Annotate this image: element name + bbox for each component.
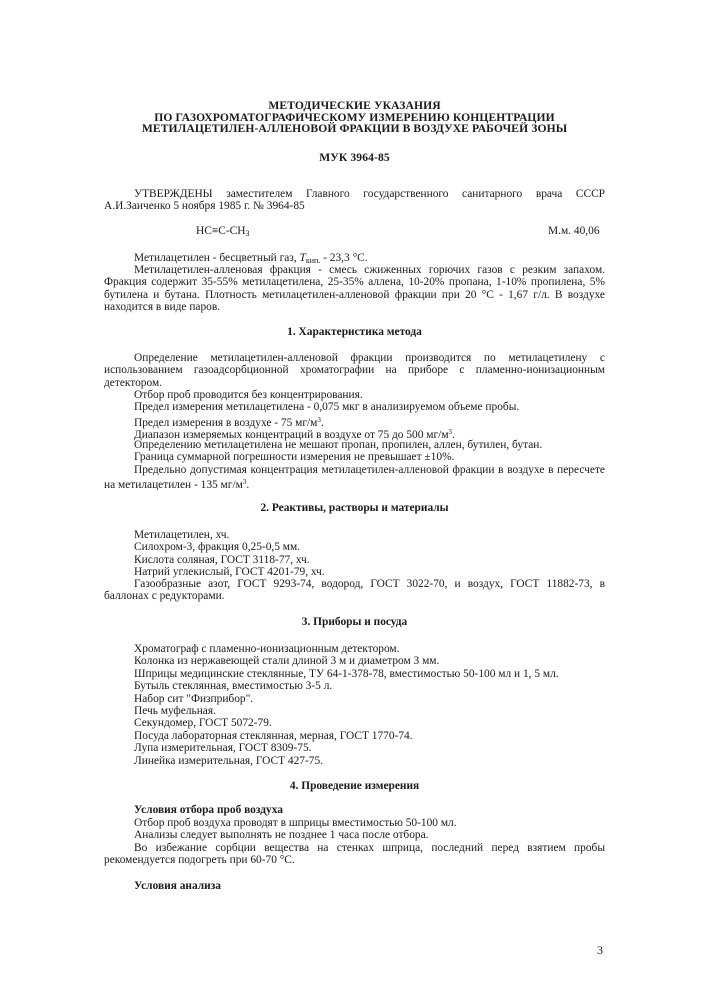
equipment-item-4: Бутыль стеклянная, вместимостью 3-5 л. [134,680,333,692]
section-3-heading: 3. Приборы и посуда [301,616,408,628]
equipment-item-8: Посуда лабораторная стеклянная, мерная, ГОСТ 1770-74. [134,730,413,742]
section-1-heading: 1. Характеристика метода [287,326,422,338]
equipment-item-5: Набор сит "Физприбор". [134,693,254,705]
method-line-1: Отбор проб проводится без концентрирования. [134,389,363,401]
reagent-item-4: Натрий углекислый, ГОСТ 4201-79, хч. [134,566,325,578]
mac-paragraph: Предельно допустимая концентрация метилацетилен-алленовой фракции в воздухе в пересчете на метилацетилен - 135 $мг/м^3$. [104,464,605,492]
method-line-5: Определению метилацетилена не мешают пропан, пропилен, аллен, бутилен, бутан. [134,439,543,451]
method-line-3: Предел измерения в воздухе - 75 $мг/м^3$. [134,416,324,429]
sampling-conditions-heading: Условия отбора проб воздуха [134,804,283,816]
equipment-item-7: Секундомер, ГОСТ 5072-79. [134,717,272,729]
reagent-gases: Газообразные азот, ГОСТ 9293-74, водород, ГОСТ 3022-70, и воздух, ГОСТ 11882-73, в баллонах с редукторами. [104,578,605,603]
section-2-heading: 2. Реактивы, растворы и материалы [260,502,449,514]
approval-paragraph: УТВЕРЖДЕНЫ заместителем Главного государственного санитарного врача СССР А.И.Заиченко 5 ноября 1985 г. № 3964-85 [104,188,605,213]
equipment-item-9: Лупа измерительная, ГОСТ 8309-75. [134,742,312,754]
reagent-item-3: Кислота соляная, ГОСТ 3118-77, хч. [134,554,310,566]
fraction-description: Метилацетилен-алленовая фракция - смесь сжиженных горючих газов с резким запахом. Фракция содержит 35-55% метилацетилена, 25-35% аллена, 10-20% пропана, 1-10% пропилена, 5% бутилена и бутана. Плотность метилацетилен-алленовой фракции при 20 °С - 1,67 г/л. В воздухе находится в виде паров. [104,264,605,314]
molecular-mass: М.м. 40,06 [548,225,600,237]
equipment-item-10: Линейка измерительная, ГОСТ 427-75. [134,755,324,767]
section-4-heading: 4. Проведение измерения [289,780,420,792]
sampling-line-1: Отбор проб воздуха проводят в шприцы вместимостью 50-100 мл. [134,817,457,829]
reagent-item-2: Силохром-3, фракция 0,25-0,5 мм. [134,541,301,553]
reagent-item-1: Метилацетилен, хч. [134,529,230,541]
title-line-1: МЕТОДИЧЕСКИЕ УКАЗАНИЯ [268,99,441,112]
equipment-item-1: Хроматограф с пламенно-ионизационным детектором. [134,643,400,655]
chemical-formula: $HC\equiv C-CH_3$ [196,225,250,238]
sampling-line-2: Анализы следует выполнять не позднее 1 часа после отбора. [134,829,429,841]
page-number: 3 [597,943,603,957]
equipment-item-3: Шприцы медицинские стеклянные, ТУ 64-1-378-78, вместимостью 50-100 мл и 1, 5 мл. [134,668,559,680]
sampling-paragraph: Во избежание сорбции вещества на стенках шприца, последний перед взятием пробы рекомендуется подогреть при 60-70 °С. [104,842,605,867]
title-line-3: МЕТИЛАЦЕТИЛЕН-АЛЛЕНОВОЙ ФРАКЦИИ В ВОЗДУХЕ РАБОЧЕЙ ЗОНЫ [141,122,568,136]
method-line-2: Предел измерения метилацетилена - 0,075 мкг в анализируемом объеме пробы. [134,401,520,413]
analysis-conditions-heading: Условия анализа [134,880,221,892]
document-code: МУК 3964-85 [319,151,390,164]
equipment-item-2: Колонка из нержавеющей стали длиной 3 м и диаметром 3 мм. [134,655,440,667]
title-line-2: ПО ГАЗОХРОМАТОГРАФИЧЕСКОМУ ИЗМЕРЕНИЮ КОНЦЕНТРАЦИИ [154,110,555,124]
document-title [104,100,605,135]
method-paragraph: Определение метилацетилен-алленовой фракции производится по метилацетилену с использованием газоадсорбционной хроматографии на приборе с пламенно-ионизационным детектором. [104,352,605,389]
equipment-item-6: Печь муфельная. [134,705,216,717]
method-line-6: Граница суммарной погрешности измерения не превышает ±10%. [134,451,455,463]
method-line-4: Диапазон измеряемых концентраций в воздухе от 75 до 500 $мг/м^3$. [134,428,455,441]
boiling-point-line: Метилацетилен - бесцветный газ, $Т_{кип.} - 23,3$ °С. [134,252,368,265]
